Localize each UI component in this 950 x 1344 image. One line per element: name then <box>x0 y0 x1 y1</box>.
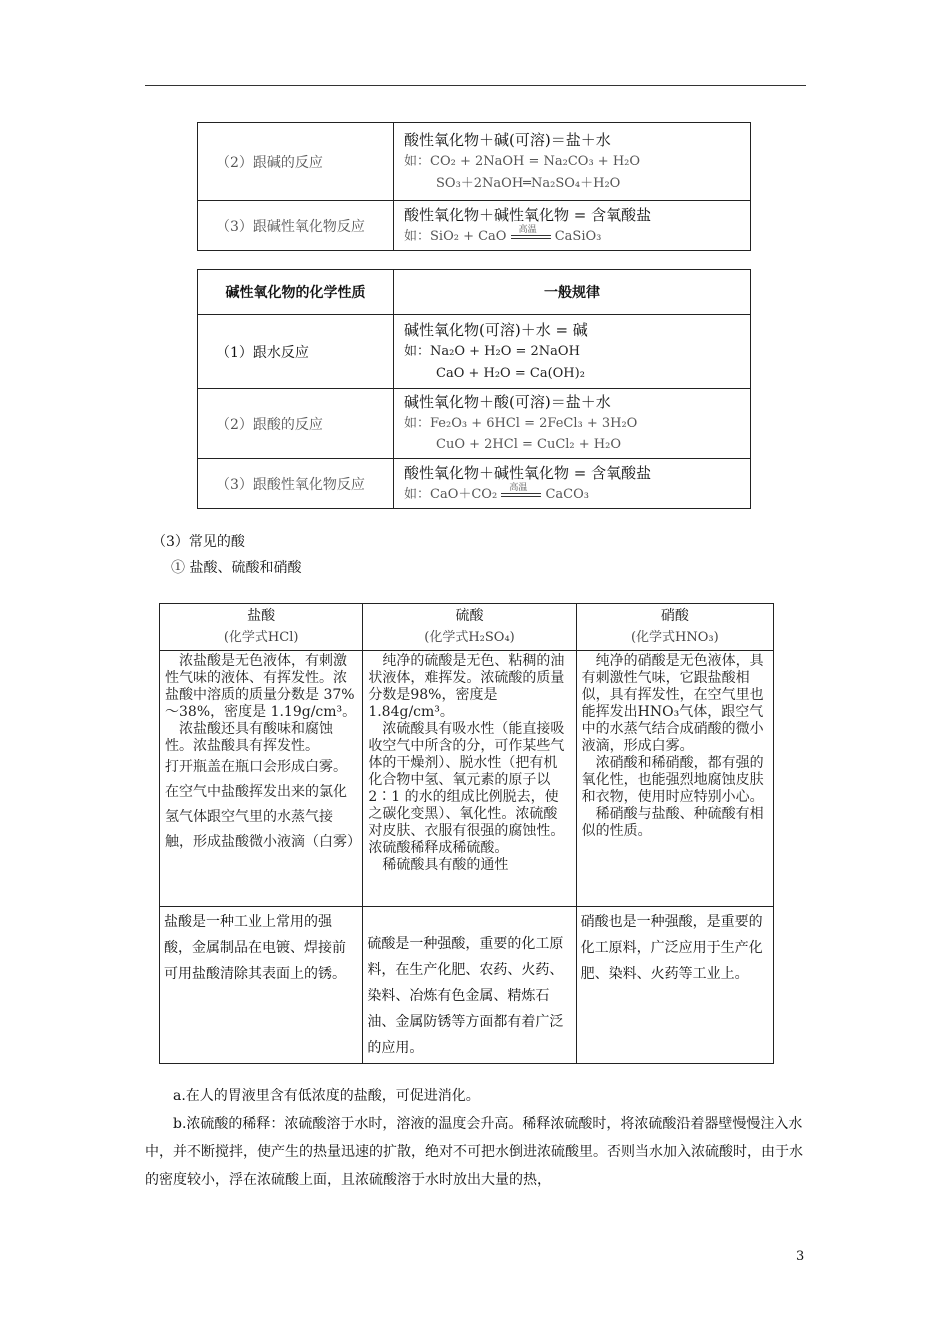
column-header: 碱性氧化物的化学性质 <box>198 270 394 315</box>
header-rule <box>145 85 806 86</box>
use-cell: 硝酸也是一种强酸，是重要的化工原料，广泛应用于生产化肥、染料、火药等工业上。 <box>576 907 773 1064</box>
note-b: b.浓硫酸的稀释：浓硫酸溶于水时，溶液的温度会升高。稀释浓硫酸时，将浓硫酸沿着器壁慢慢注入水中，并不断搅拌，使产生的热量迅速的扩散，绝对不可把水倒进浓硫酸里。否则当水加入浓硫酸时，由于水的密度较小，浮在浓硫酸上面，且浓硫酸溶于水时放出大量的热， <box>145 1116 803 1188</box>
table-row <box>198 123 751 201</box>
example-text: SO₃＋2NaOH═Na₂SO₄＋H₂O <box>436 175 621 191</box>
example-text: CaCO₃ <box>545 486 589 502</box>
column-header: 盐酸 (化学式HCl) <box>160 604 363 651</box>
column-header: 硝酸 (化学式HNO₃) <box>576 604 773 651</box>
table-row <box>160 907 774 1064</box>
example-text: 如：Na₂O + H₂O = 2NaOH <box>404 343 580 359</box>
table-header <box>198 270 751 315</box>
row-label: （3）跟碱性氧化物反应 <box>198 201 394 251</box>
acidic-oxide-table <box>197 122 751 251</box>
reaction-condition: 高温 <box>501 487 541 501</box>
table-row <box>198 389 751 459</box>
reaction-condition: 高温 <box>511 229 551 243</box>
row-label: （2）跟酸的反应 <box>198 389 394 459</box>
table-row <box>198 315 751 389</box>
example-text: 如：CaO＋CO₂ <box>404 486 498 502</box>
use-cell: 硫酸是一种强酸，重要的化工原料，在生产化肥、农药、火药、染料、冶炼有色金属、精炼石油、金属防锈等方面都有着广泛的应用。 <box>363 907 576 1064</box>
use-cell: 盐酸是一种工业上常用的强酸，金属制品在电镀、焊接前可用盐酸清除其表面上的锈。 <box>160 907 363 1064</box>
table-row <box>198 201 751 251</box>
example-text: CaSiO₃ <box>554 228 602 244</box>
section-subheading: ① 盐酸、硫酸和硝酸 <box>171 560 302 576</box>
basic-oxide-table <box>197 269 751 509</box>
row-label: （3）跟酸性氧化物反应 <box>198 459 394 509</box>
example-text: 如：Fe₂O₃ + 6HCl = 2FeCl₃ + 3H₂O <box>404 416 638 431</box>
row-label: （2）跟碱的反应 <box>198 123 394 201</box>
property-cell: 纯净的硫酸是无色、粘稠的油状液体，难挥发。浓硫酸的质量分数是98%，密度是 1.84g/cm³。 浓硫酸具有吸水性（能直接吸收空气中所含的分，可作某些气体的干燥剂）、脱水性（把有机化合物中氢、氧元素的原子以 2∶1 的水的组成比例脱去，使之碳化变黑）、氧化性。浓硫酸对皮肤、衣服有很强的腐蚀性。浓硫酸稀释成稀硫酸。 稀硫酸具有酸的通性 <box>363 651 576 907</box>
acids-table <box>159 603 774 1064</box>
table-header <box>160 604 774 651</box>
property-cell: 浓盐酸是无色液体，有刺激性气味的液体、有挥发性。浓盐酸中溶质的质量分数是 37%～38%，密度是 1.19g/cm³。 浓盐酸还具有酸味和腐蚀性。浓盐酸具有挥发性。 打开瓶盖在瓶口会形成白雾。在空气中盐酸挥发出来的氯化氢气体跟空气里的水蒸气接触，形成盐酸微小液滴（白雾） <box>160 651 363 907</box>
rule-text: 碱性氧化物＋酸(可溶)＝盐＋水 <box>404 393 611 411</box>
example-text: 如：SiO₂ + CaO <box>404 228 507 244</box>
table-row <box>198 459 751 509</box>
example-text: 如：CO₂ + 2NaOH = Na₂CO₃ + H₂O <box>404 153 641 169</box>
column-header: 一般规律 <box>394 270 751 315</box>
page-number: 3 <box>796 1249 805 1264</box>
property-cell: 纯净的硝酸是无色液体，具有刺激性气味，它跟盐酸相似，具有挥发性，在空气里也能挥发出HNO₃气体，跟空气中的水蒸气结合成硝酸的微小液滴，形成白雾。 浓硝酸和稀硝酸，都有强的氧化性，也能强烈地腐蚀皮肤和衣物，使用时应特别小心。 稀硝酸与盐酸、种硫酸有相似的性质。 <box>576 651 773 907</box>
table-row <box>160 651 774 907</box>
rule-text: 酸性氧化物＋碱(可溶)＝盐＋水 <box>404 130 611 149</box>
rule-text: 酸性氧化物＋碱性氧化物 = 含氧酸盐 <box>404 463 652 482</box>
note-a: a.在人的胃液里含有低浓度的盐酸，可促进消化。 <box>173 1088 480 1104</box>
row-label: （1）跟水反应 <box>198 315 394 389</box>
rule-text: 酸性氧化物＋碱性氧化物 = 含氧酸盐 <box>404 205 652 224</box>
rule-text: 碱性氧化物(可溶)＋水 = 碱 <box>404 320 588 339</box>
column-header: 硫酸 (化学式H₂SO₄) <box>363 604 576 651</box>
example-text: CaO + H₂O = Ca(OH)₂ <box>436 365 585 381</box>
section-heading: （3）常见的酸 <box>152 534 245 550</box>
example-text: CuO + 2HCl = CuCl₂ + H₂O <box>436 437 622 452</box>
